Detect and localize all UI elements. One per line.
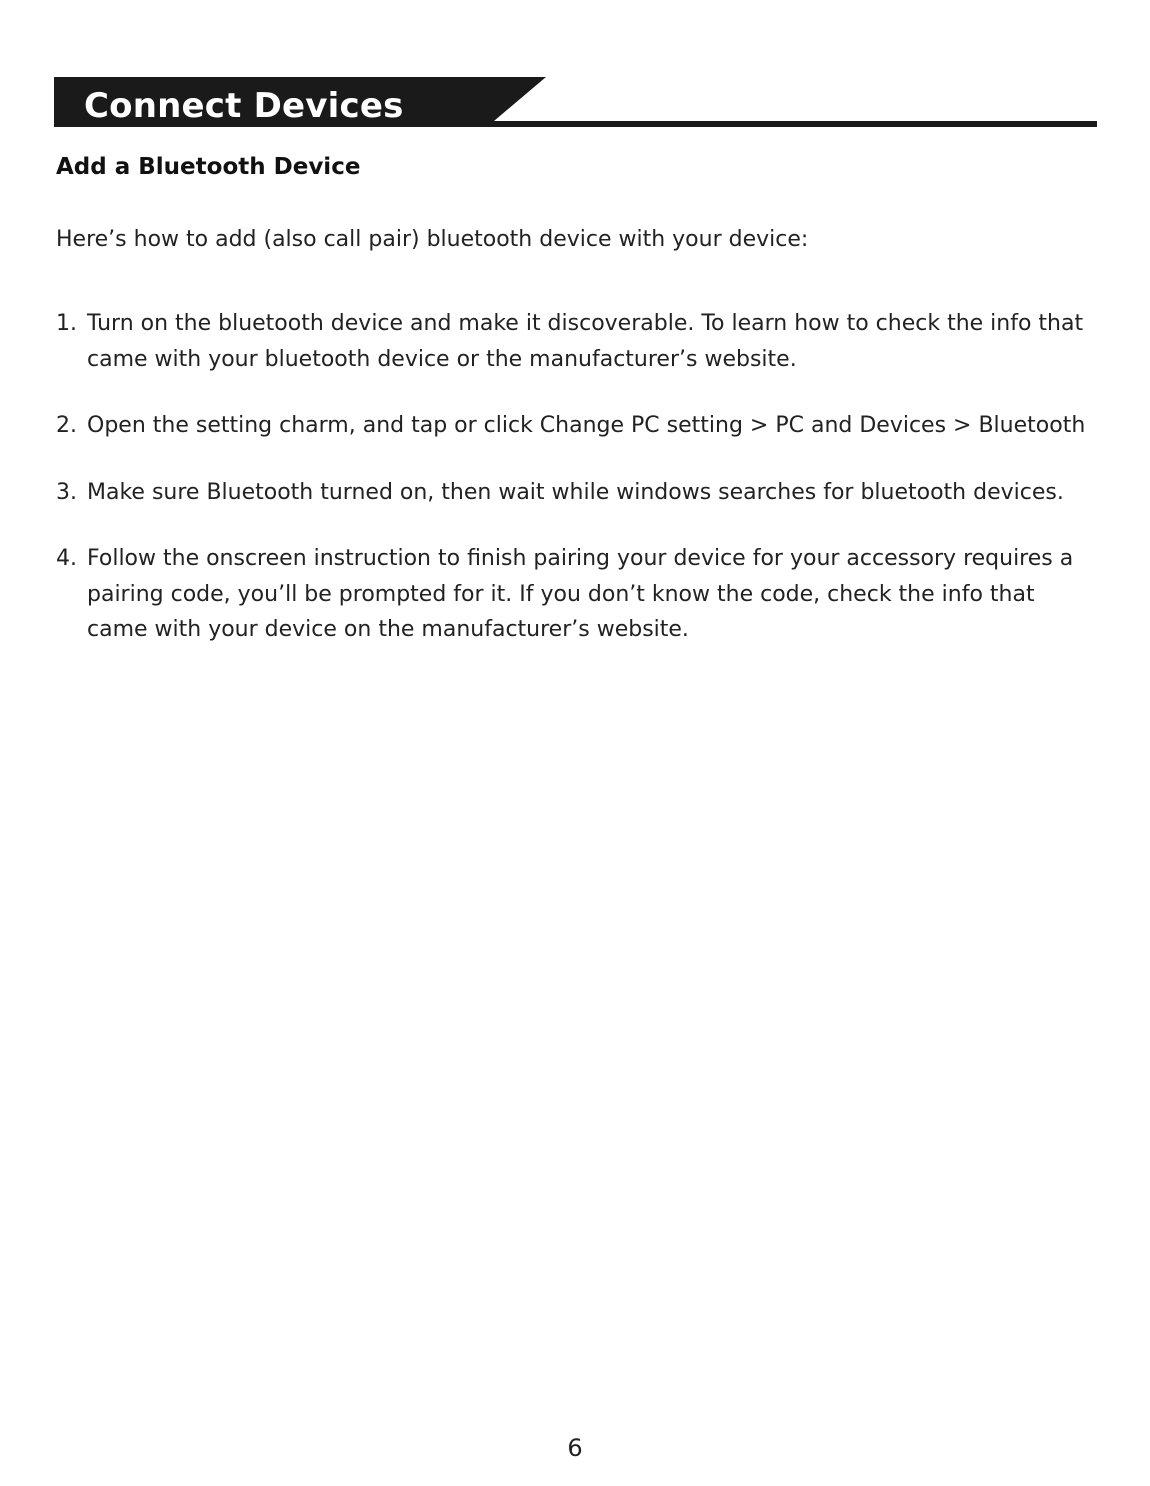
page-number: 6 xyxy=(567,1434,583,1462)
intro-paragraph: Here’s how to add (also call pair) bluetooth device with your device: xyxy=(56,227,809,252)
step-text: Make sure Bluetooth turned on, then wait while windows searches for bluetooth devices. xyxy=(87,479,1064,505)
list-item xyxy=(56,475,1101,511)
section-title: Connect Devices xyxy=(84,86,404,126)
step-number: 4. xyxy=(56,546,77,571)
step-text: Turn on the bluetooth device and make it discoverable. To learn how to check the info that came with your bluetooth device or the manufacturer’s website. xyxy=(87,311,1084,372)
step-number: 1. xyxy=(56,311,77,336)
step-number: 2. xyxy=(56,413,77,438)
step-text: Open the setting charm, and tap or click Change PC setting > PC and Devices > Bluetooth xyxy=(87,413,1086,438)
step-number: 3. xyxy=(56,479,77,505)
subsection-heading: Add a Bluetooth Device xyxy=(56,154,361,180)
step-text: Follow the onscreen instruction to finish pairing your device for your accessory requires a pairing code, you’ll be prompted for it. If you don’t know the code, check the info that came with your device on the manufacturer’s website. xyxy=(87,546,1074,642)
steps-list xyxy=(56,306,1101,679)
section-header-banner xyxy=(54,77,1097,129)
list-item xyxy=(56,408,1101,444)
list-item xyxy=(56,541,1101,648)
list-item xyxy=(56,306,1101,377)
